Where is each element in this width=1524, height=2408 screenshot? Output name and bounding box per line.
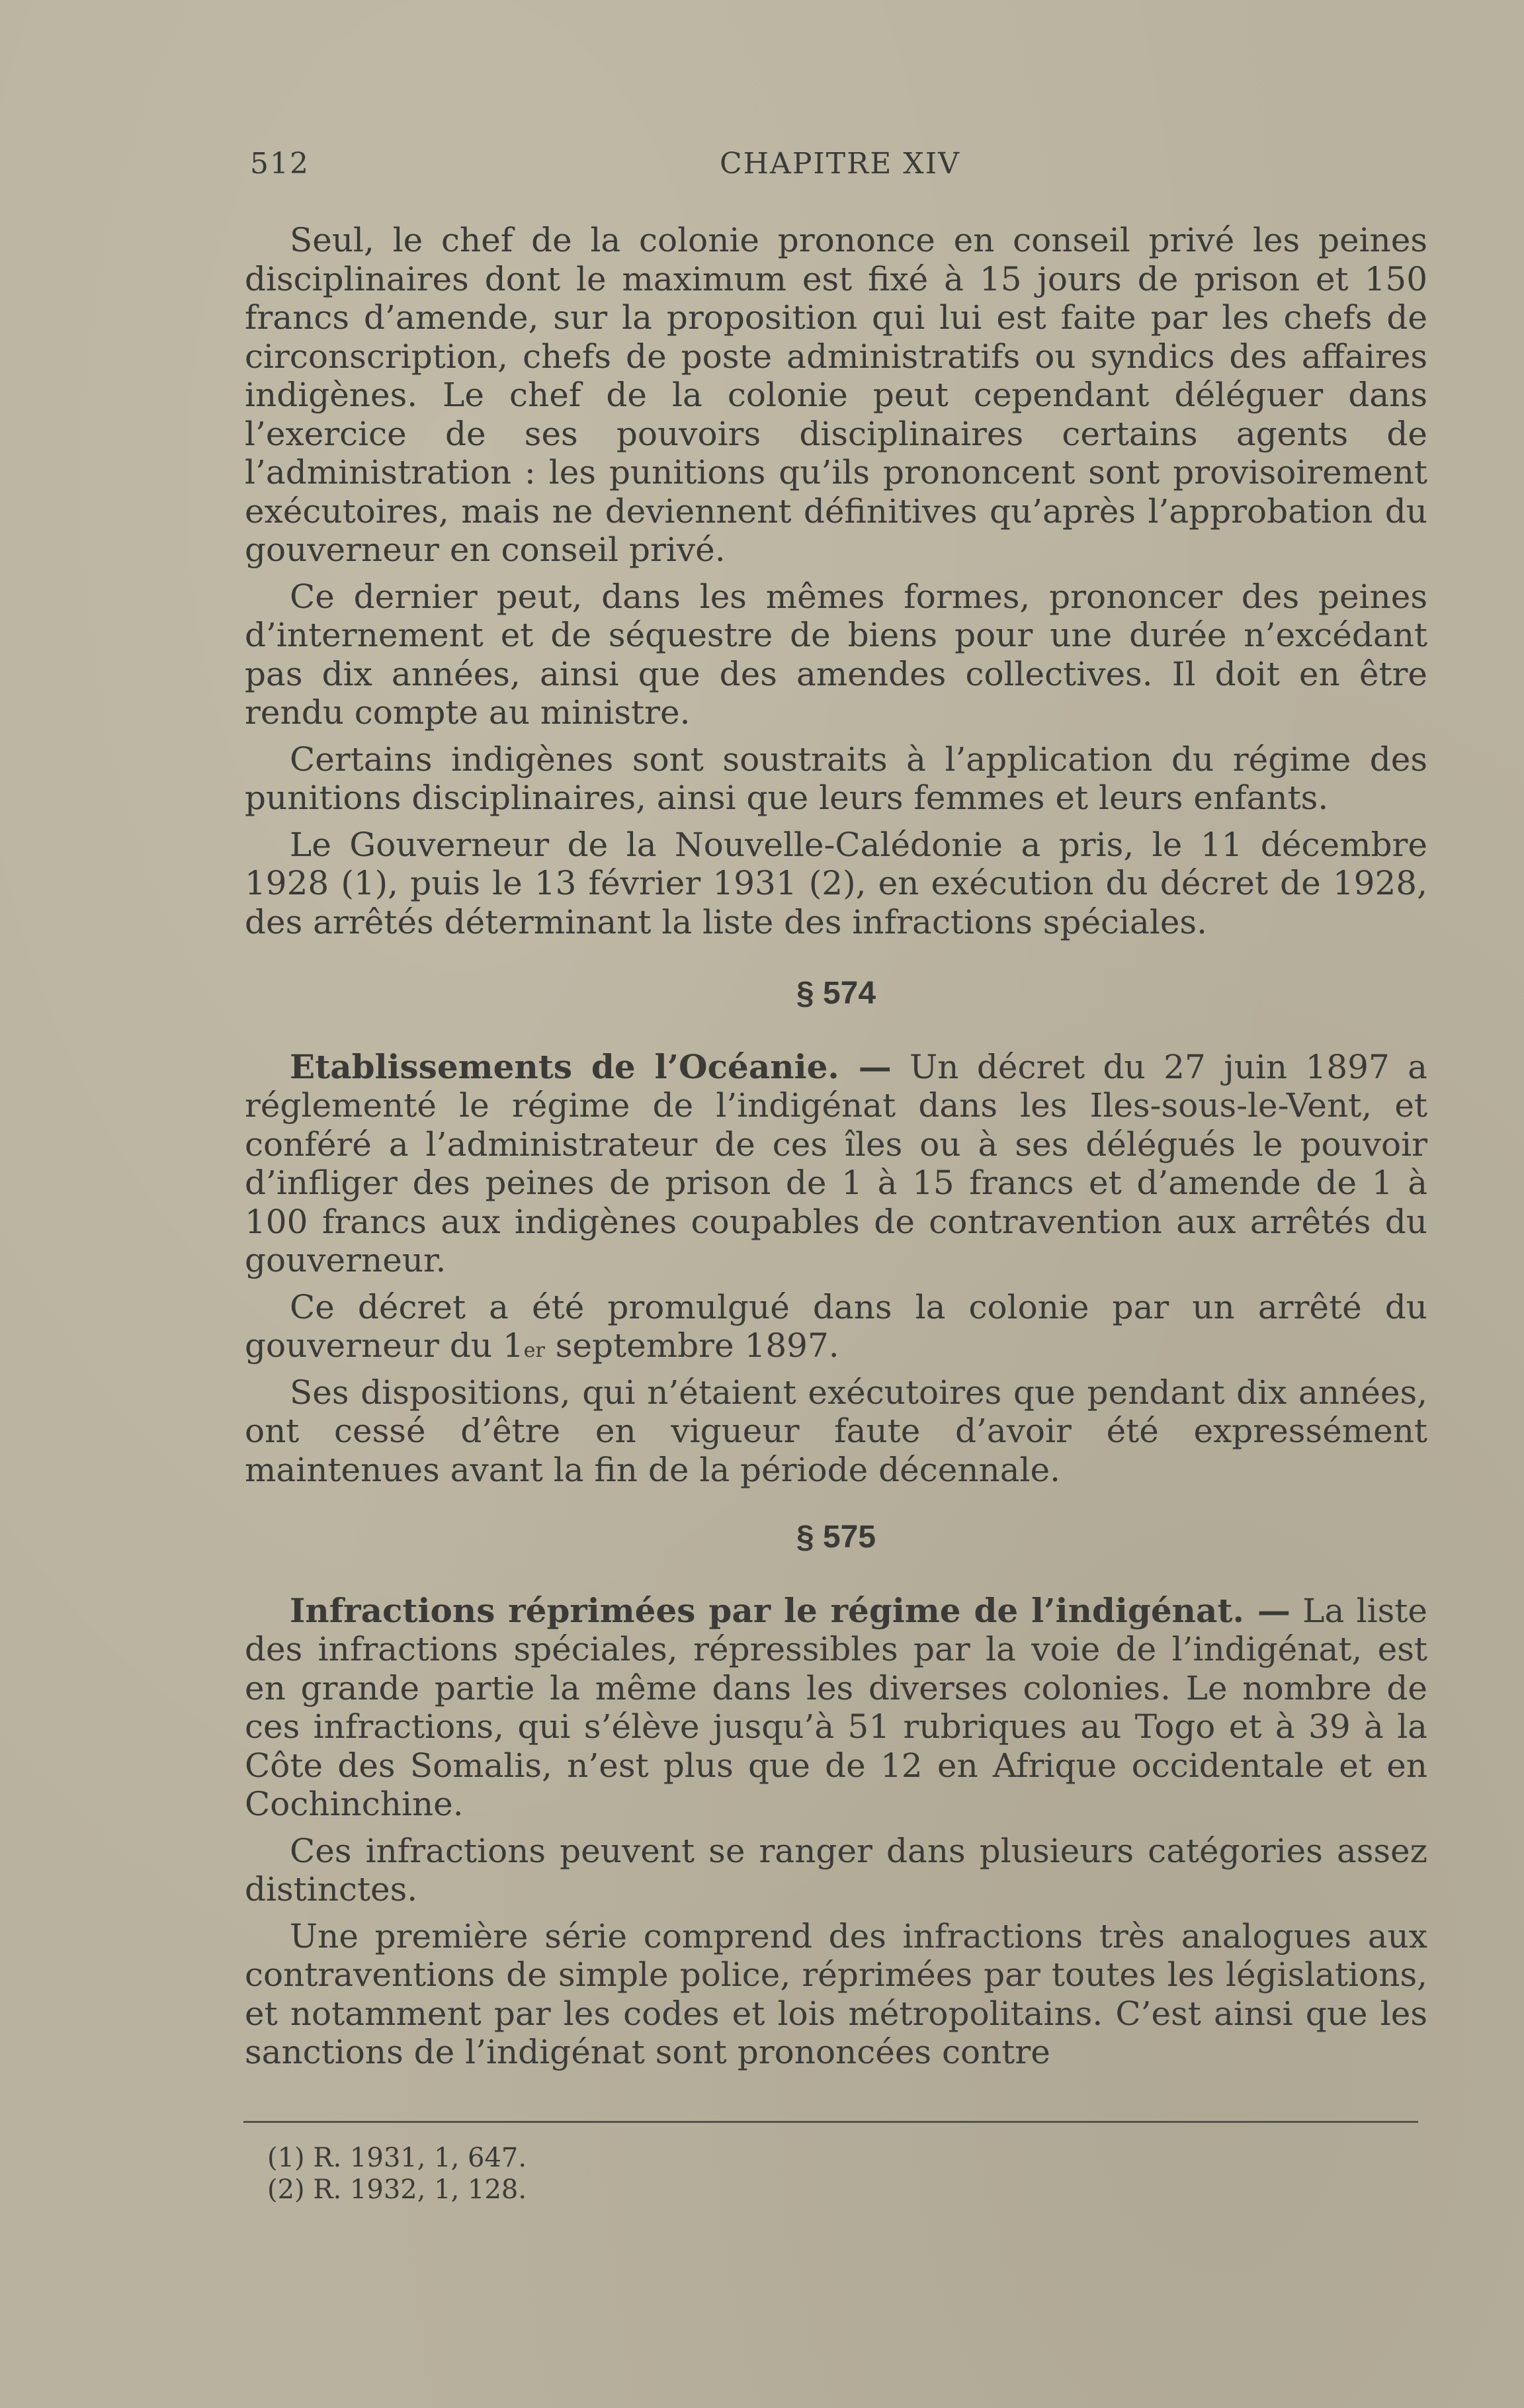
running-head: CHAPITRE XIV — [720, 147, 960, 181]
paragraph: Le Gouverneur de la Nouvelle-Calédonie a pris, le 11 décembre 1928 (1), puis le 13 février 1931 (2), en exécution du décret de 1928, des arrêtés déterminant la liste des infractions spéciales. — [245, 825, 1427, 941]
section-heading-574: § 574 — [796, 976, 876, 1011]
section-lead-title: Infractions réprimées par le régime de l’indigénat. — — [290, 1590, 1291, 1630]
paragraph: Seul, le chef de la colonie prononce en conseil privé les peines disciplinaires dont le maximum est fixé à 15 jours de prison et 150 francs d’amende, sur la proposition qui lui est faite par les chefs de circonscription, chefs de poste administratifs ou syndics des affaires indigènes. Le chef de la colonie peut cependant déléguer dans l’exercice de ses pouvoirs disciplinaires certains agents de l’administration : les punitions qu’ils prononcent sont provisoirement exécutoires, mais ne deviennent définitives qu’après l’approbation du gouverneur en conseil privé. — [245, 221, 1427, 569]
footnote: (2) R. 1932, 1, 128. — [267, 2174, 527, 2205]
paragraph — [245, 1592, 1427, 1824]
paragraph: Ses dispositions, qui n’étaient exécutoires que pendant dix années, ont cessé d’être en vigueur faute d’avoir été expressément maintenues avant la fin de la période décennale. — [245, 1373, 1427, 1489]
footnote-divider — [243, 2121, 1418, 2123]
paragraph-text: septembre 1897. — [544, 1326, 839, 1365]
section-lead-text: La liste des infractions spéciales, répressibles par la voie de l’indigénat, est en grande partie la même dans les diverses colonies. Le nombre de ces infractions, qui s’élève jusqu’à 51 rubriques au Togo et à 39 à la Côte des Somalis, n’est plus que de 12 en Afrique occidentale et en Cochinchine. — [245, 1591, 1427, 1823]
paragraph: Une première série comprend des infractions très analogues aux contraventions de simple police, réprimées par toutes les législations, et notamment par les codes et lois métropolitains. C’est ainsi que les sanctions de l’indigénat sont prononcées contre — [245, 1916, 1427, 2071]
superscript: er — [523, 1339, 545, 1362]
paragraph: Ce dernier peut, dans les mêmes formes, prononcer des peines d’internement et de séquestre de biens pour une durée n’excédant pas dix années, ainsi que des amendes collectives. Il doit en être rendu compte au ministre. — [245, 577, 1427, 732]
page-header — [250, 147, 1430, 193]
footnote: (1) R. 1931, 1, 647. — [267, 2143, 527, 2173]
paragraph-text: Ce décret a été promulgué dans la colonie par un arrêté du gouverneur du 1 — [245, 1287, 1427, 1365]
paragraph — [245, 1048, 1427, 1280]
section-heading-575: § 575 — [796, 1520, 876, 1555]
section-lead-text: Un décret du 27 juin 1897 a réglementé le régime de l’indigénat dans les Iles-sous-le-Vent, et conféré a l’administrateur de ces îles ou à ses délégués le pouvoir d’infliger des peines de prison de 1 à 15 francs et d’amende de 1 à 100 francs aux indigènes coupables de contravention aux arrêtés du gouverneur. — [245, 1047, 1427, 1279]
section-lead-title: Etablissements de l’Océanie. — — [290, 1047, 892, 1086]
paragraph: Ces infractions peuvent se ranger dans plusieurs catégories assez distinctes. — [245, 1831, 1427, 1909]
paragraph: Certains indigènes sont soustraits à l’application du régime des punitions disciplinaires, ainsi que leurs femmes et leurs enfants. — [245, 740, 1427, 817]
main-text — [245, 221, 1427, 2080]
page-number: 512 — [250, 147, 310, 181]
footnotes — [267, 2142, 527, 2206]
paragraph — [245, 1288, 1427, 1365]
